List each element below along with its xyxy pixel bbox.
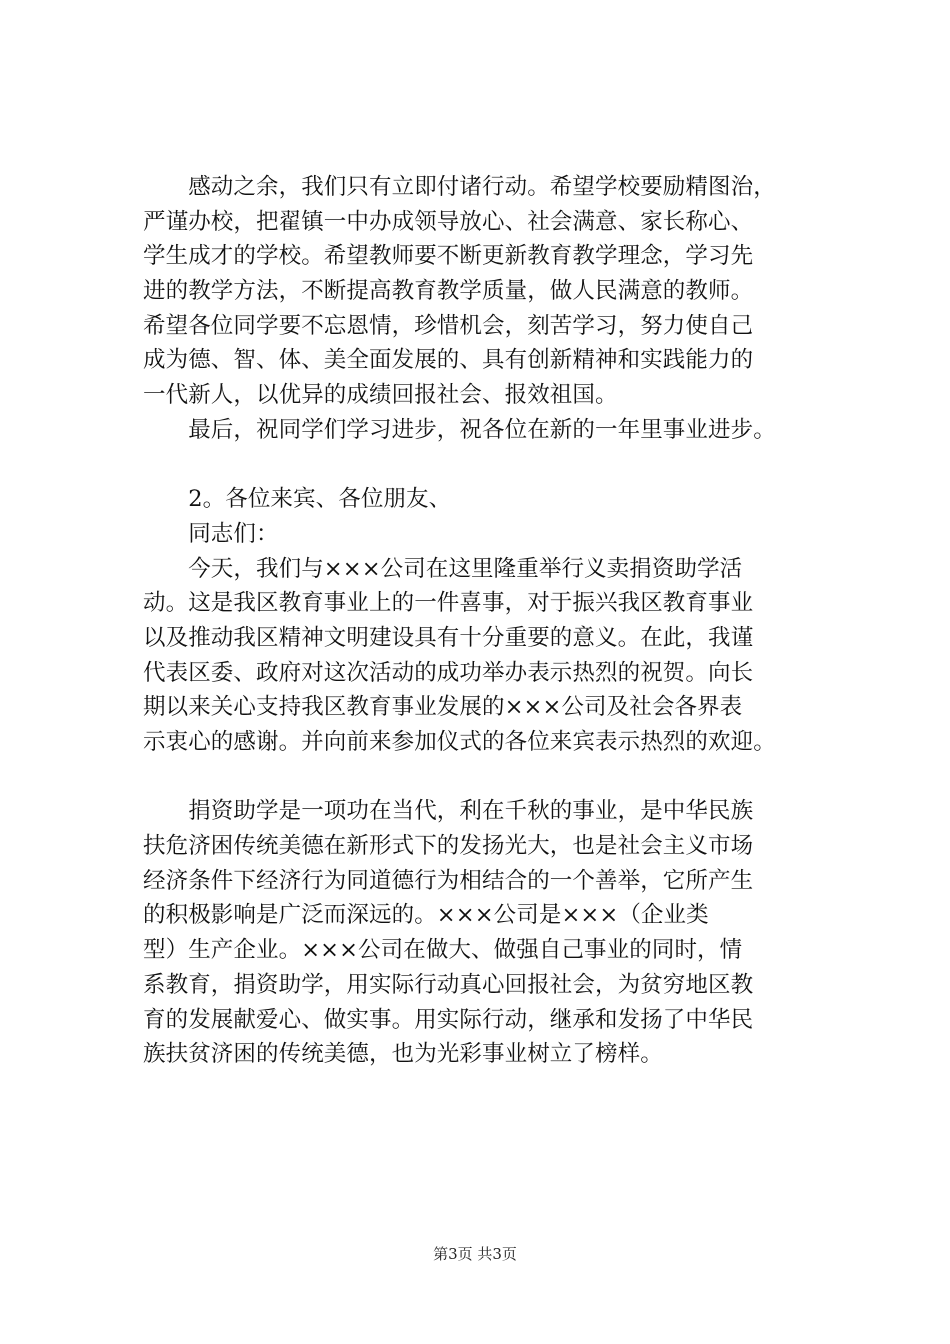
text-line: 进的教学方法，不断提高教育教学质量，做人民满意的教师。 [143,278,754,305]
paragraph-gap [143,448,863,483]
text-line: 一代新人，以优异的成绩回报社会、报效祖国。 [143,382,618,409]
text-line: 学生成才的学校。希望教师要不断更新教育教学理念，学习先 [143,243,754,270]
text-line: 希望各位同学要不忘恩情，珍惜机会，刻苦学习，努力使自己 [143,312,754,339]
text-line: 以及推动我区精神文明建设具有十分重要的意义。在此，我谨 [143,624,754,651]
text-line: 的积极影响是广泛而深远的。×××公司是×××（企业类 [143,902,709,929]
document-body [143,170,863,1072]
paragraph-gap [143,760,863,795]
text-line: 最后，祝同学们学习进步，祝各位在新的一年里事业进步。 [143,416,776,443]
text-line: 型）生产企业。×××公司在做大、做强自己事业的同时，情 [143,937,743,964]
text-line: 育的发展献爱心、做实事。用实际行动，继承和发扬了中华民 [143,1006,754,1033]
text-line: 同志们： [143,520,279,547]
text-line: 代表区委、政府对这次活动的成功举办表示热烈的祝贺。向长 [143,659,754,686]
text-line: 感动之余，我们只有立即付诸行动。希望学校要励精图治， [143,174,776,200]
text-line: 成为德、智、体、美全面发展的、具有创新精神和实践能力的 [143,347,754,374]
text-line: 捐资助学是一项功在当代，利在千秋的事业，是中华民族 [143,798,754,825]
text-line: 今天，我们与×××公司在这里隆重举行义卖捐资助学活 [143,555,743,582]
text-line: 严谨办校，把翟镇一中办成领导放心、社会满意、家长称心、 [143,208,754,235]
text-line: 族扶贫济困的传统美德，也为光彩事业树立了榜样。 [143,1041,663,1068]
text-line: 扶危济困传统美德在新形式下的发扬光大，也是社会主义市场 [143,833,754,860]
text-line: 2。各位来宾、各位朋友、 [143,486,452,513]
page-footer: 第3页 共3页 [433,1245,517,1263]
text-line: 经济条件下经济行为同道德行为相结合的一个善举，它所产生 [143,867,754,894]
text-line: 系教育，捐资助学，用实际行动真心回报社会，为贫穷地区教 [143,971,754,998]
text-line: 期以来关心支持我区教育事业发展的×××公司及社会各界表 [143,694,743,721]
text-line: 动。这是我区教育事业上的一件喜事，对于振兴我区教育事业 [143,590,754,617]
text-line: 示衷心的感谢。并向前来参加仪式的各位来宾表示热烈的欢迎。 [143,729,776,755]
